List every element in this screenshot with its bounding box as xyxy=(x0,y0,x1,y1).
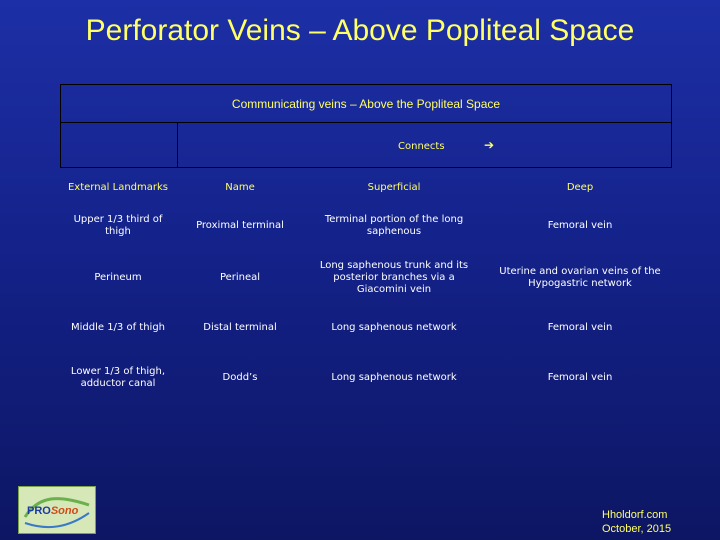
table-caption xyxy=(60,84,672,123)
table-row-2-deep: Uterine and ovarian veins of the Hypogastric network xyxy=(499,266,661,289)
table-row-2-superficial: Long saphenous trunk and its posterior branches via a Giacomini vein xyxy=(319,260,469,295)
table-row-4-landmark: Lower 1/3 of thigh, adductor canal xyxy=(70,366,166,389)
header-deep: Deep xyxy=(566,182,594,193)
table-row-1-superficial: Terminal portion of the long saphenous xyxy=(324,214,464,237)
table-row-3-name: Distal terminal xyxy=(203,322,277,333)
header-landmarks: External Landmarks xyxy=(67,182,169,193)
table-row-1-name: Proximal terminal xyxy=(196,220,284,231)
footer-author: Hholdorf.com xyxy=(602,509,668,521)
connects-label: Connects xyxy=(398,141,445,152)
slide-title: Perforator Veins – Above Popliteal Space xyxy=(85,14,635,47)
table-row-4-deep: Femoral vein xyxy=(547,372,613,383)
table-subheader-empty-cell xyxy=(60,123,178,168)
table-row-1-deep: Femoral vein xyxy=(547,220,613,231)
logo-text-sono: Sono xyxy=(50,505,79,517)
table-row-2-name: Perineal xyxy=(219,272,261,283)
prosono-logo xyxy=(18,486,96,534)
logo-text-pro: PRO xyxy=(27,505,51,517)
header-superficial: Superficial xyxy=(367,182,421,193)
table-row-3-landmark: Middle 1/3 of thigh xyxy=(70,322,166,333)
logo-text xyxy=(27,505,78,517)
table-row-2-landmark: Perineum xyxy=(94,272,142,283)
footer-credit xyxy=(602,508,671,536)
table-row-3-superficial: Long saphenous network xyxy=(331,322,457,333)
table-row-4-superficial: Long saphenous network xyxy=(331,372,457,383)
right-arrow-icon: ➔ xyxy=(484,138,495,152)
table-row-1-landmark: Upper 1/3 third of thigh xyxy=(73,214,163,237)
footer-date: October, 2015 xyxy=(602,523,672,535)
table-row-3-deep: Femoral vein xyxy=(547,322,613,333)
table-caption-text: Communicating veins – Above the Popliteal Space xyxy=(231,96,501,111)
header-name: Name xyxy=(225,182,255,193)
table-row-4-name: Dodd’s xyxy=(222,372,258,383)
